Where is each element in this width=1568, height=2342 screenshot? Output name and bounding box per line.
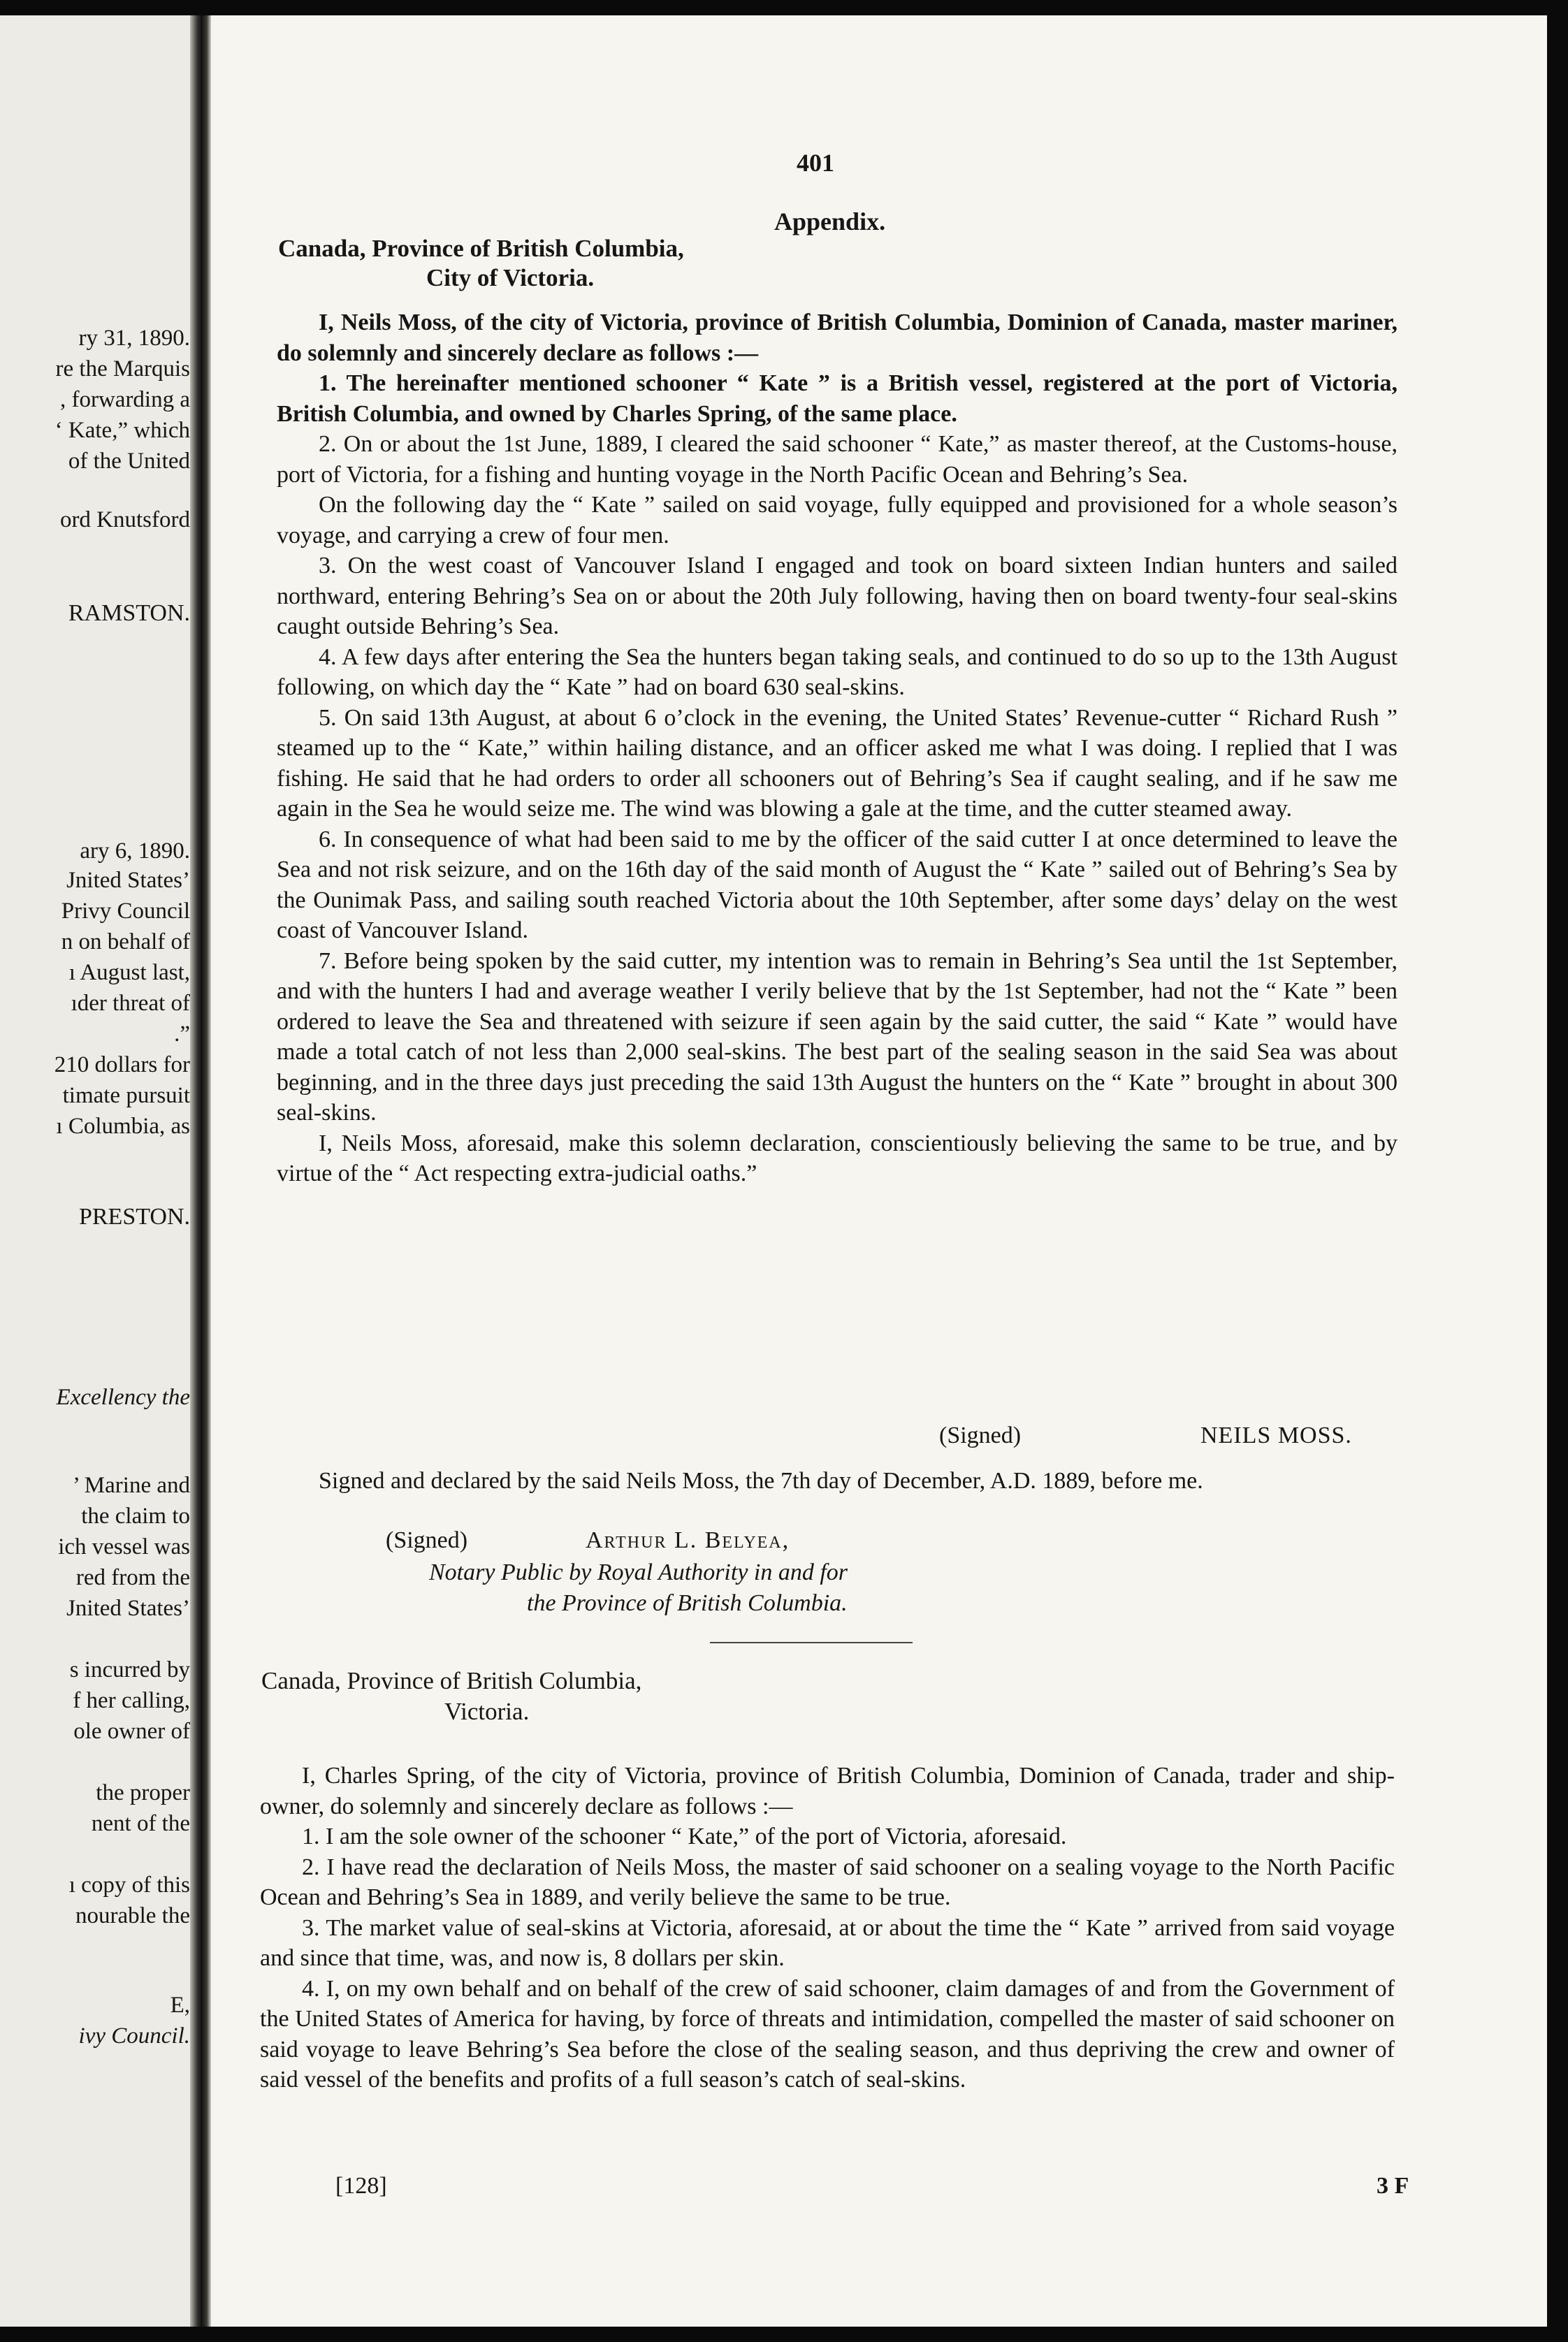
left-fragment: ole owner of <box>73 1719 190 1744</box>
venue-line: Canada, Province of British Columbia, <box>278 235 684 262</box>
declaration-spring-body <box>260 1761 1395 2095</box>
book-gutter <box>190 0 211 2342</box>
left-fragment: the claim to <box>81 1504 190 1529</box>
left-fragment: Jnited States’ <box>66 868 190 893</box>
jurat-text: Signed and declared by the said Neils Moss, the 7th day of December, A.D. 1889, before me. <box>319 1468 1203 1494</box>
declaration-paragraph: 3. On the west coast of Vancouver Island I engaged and took on board sixteen Indian hunters and sailed northward, entering Behring’s Sea on or about the 20th July following, having then on board twenty-four seal-skins caught outside Behring’s Sea. <box>277 553 1398 639</box>
page-number: 401 <box>797 149 834 177</box>
left-fragment: ı copy of this <box>68 1872 190 1898</box>
left-fragment: f her calling, <box>73 1688 190 1713</box>
declaration-paragraph: 5. On said 13th August, at about 6 o’clock in the evening, the United States’ Revenue-cutter “ Richard Rush ” steamed up to the “ Kate,” within hailing distance, and an officer asked me what I was doing. I replied that I was fishing. He said that he had orders to order all schooners out of Behring’s Sea if caught sealing, and if he saw me again in the Sea he would seize me. The wind was blowing a gale at the time, and the cutter steamed away. <box>277 704 1398 822</box>
declaration-moss-body <box>277 307 1398 1189</box>
left-fragment: ord Knutsford <box>59 507 190 532</box>
left-fragment: .” <box>174 1021 190 1047</box>
declaration-paragraph: 2. On or about the 1st June, 1889, I cleared the said schooner “ Kate,” as master thereof, at the Customs-house, port of Victoria, for a fishing and hunting voyage in the North Pacific Ocean and Behring’s Sea. <box>277 431 1398 488</box>
left-fragment: ı Columbia, as <box>56 1114 190 1139</box>
notary-name: Arthur L. Belyea, <box>586 1527 790 1553</box>
declaration-paragraph: 1. I am the sole owner of the schooner “ Kate,” of the port of Victoria, aforesaid. <box>302 1824 1067 1849</box>
left-fragment: s incurred by <box>69 1657 190 1682</box>
left-fragment: the proper <box>96 1780 190 1805</box>
left-fragment: of the United <box>68 449 190 474</box>
left-fragment: re the Marquis <box>55 356 190 381</box>
left-fragment: PRESTON. <box>78 1204 190 1230</box>
left-fragment: timate pursuit <box>62 1083 190 1108</box>
left-fragment: ıder threat of <box>71 991 190 1016</box>
scan-border-top <box>0 0 1568 15</box>
declaration-paragraph: I, Neils Moss, aforesaid, make this solemn declaration, conscientiously believing the same to be true, and by virtue of the “ Act respecting extra-judicial oaths.” <box>277 1130 1398 1186</box>
left-fragment: ’ Marine and <box>73 1473 190 1498</box>
notary-signed-label: (Signed) <box>386 1527 468 1553</box>
left-fragment: n on behalf of <box>61 929 190 954</box>
declaration-intro: I, Charles Spring, of the city of Victoria, province of British Columbia, Dominion of Canada, trader and ship-owner, do solemnly and sincerely declare as follows :— <box>260 1763 1395 1819</box>
footer-signature-mark: [128] <box>335 2173 387 2199</box>
declaration-paragraph: 6. In consequence of what had been said to me by the officer of the said cutter I at once determined to leave the Sea and not risk seizure, and on the 16th day of the said month of August the “ Kate ” sailed out of Behring’s Sea by the Ounimak Pass, and sailing south reached Victoria about the 10th September, after some days’ delay on the west coast of Vancouver Island. <box>277 826 1398 943</box>
scan-border-bottom <box>0 2327 1568 2342</box>
left-fragment: 210 dollars for <box>54 1052 190 1077</box>
signed-label: (Signed) <box>939 1423 1022 1448</box>
notary-title: Notary Public by Royal Authority in and for <box>429 1559 848 1585</box>
venue-line: Canada, Province of British Columbia, <box>261 1667 642 1694</box>
declaration-paragraph: 3. The market value of seal-skins at Victoria, aforesaid, at or about the time the “ Kate ” arrived from said voyage and since that time, was, and now is, 8 dollars per skin. <box>260 1914 1395 1971</box>
left-fragment: ary 6, 1890. <box>80 838 190 864</box>
left-fragment: ich vessel was <box>58 1534 190 1559</box>
left-fragment: nourable the <box>75 1903 190 1928</box>
left-fragment: Privy Council <box>61 899 190 924</box>
declaration-paragraph: 1. The hereinafter mentioned schooner “ Kate ” is a British vessel, registered at the port of Victoria, British Columbia, and owned by Charles Spring, of the same place. <box>277 370 1398 427</box>
left-fragment: , forwarding a <box>59 387 190 412</box>
notary-title: the Province of British Columbia. <box>527 1590 848 1616</box>
footer-sheet-mark: 3 F <box>1377 2173 1409 2199</box>
jurat <box>277 1466 1398 1497</box>
main-page <box>211 0 1568 2342</box>
left-fragment: red from the <box>75 1565 190 1590</box>
declaration-intro: I, Neils Moss, of the city of Victoria, province of British Columbia, Dominion of Canada, master mariner, do solemnly and sincerely declare as follows :— <box>277 310 1398 366</box>
left-fragment: Jnited States’ <box>66 1596 190 1621</box>
venue-line: City of Victoria. <box>426 264 595 291</box>
left-fragment: ı August last, <box>68 960 190 985</box>
declaration-paragraph: On the following day the “ Kate ” sailed on said voyage, fully equipped and provisioned for a whole season’s voyage, and carrying a crew of four men. <box>277 492 1398 548</box>
left-fragment: ‘ Kate,” which <box>55 418 190 443</box>
declaration-paragraph: 4. I, on my own behalf and on behalf of the crew of said schooner, claim damages of and from the Government of the United States of America for having, by force of threats and intimidation, compelled the master of said schooner on said voyage to leave Behring’s Sea before the close of the sealing season, and thus depriving the crew and owner of said vessel of the benefits and profits of a full season’s catch of seal-skins. <box>260 1975 1395 2093</box>
declaration-paragraph: 7. Before being spoken by the said cutter, my intention was to remain in Behring’s Sea until the 1st September, and with the hunters I had and average weather I verily believe that by the 1st September, had not the “ Kate ” been ordered to leave the Sea and threatened with seizure if seen again by the said cutter, the said “ Kate ” would have made a total catch of not less than 2,000 seal-skins. The best part of the sealing season in the said Sea was about beginning, and in the three days just preceding the said 13th August the hunters on the “ Kate ” brought in about 300 seal-skins. <box>277 947 1398 1126</box>
left-fragment: Excellency the <box>56 1385 190 1410</box>
venue-line: Victoria. <box>444 1698 530 1725</box>
left-fragment: E, <box>170 1993 190 2018</box>
scan-border-right <box>1547 0 1568 2342</box>
signatory-name: NEILS MOSS. <box>1200 1423 1352 1448</box>
left-fragment: nent of the <box>91 1811 190 1836</box>
declaration-paragraph: 4. A few days after entering the Sea the hunters began taking seals, and continued to do so up to the 13th August following, on which day the “ Kate ” had on board 630 seal-skins. <box>277 643 1398 700</box>
left-fragment: RAMSTON. <box>68 600 190 626</box>
left-fragment: ivy Council. <box>78 2023 190 2049</box>
declaration-paragraph: 2. I have read the declaration of Neils Moss, the master of said schooner on a sealing voyage to the North Pacific Ocean and Behring’s Sea in 1889, and verily believe the same to be true. <box>260 1854 1395 1910</box>
adjacent-page-fragment <box>0 0 190 2342</box>
appendix-heading: Appendix. <box>774 208 886 235</box>
left-fragment: ry 31, 1890. <box>78 326 190 351</box>
section-divider <box>710 1642 913 1643</box>
